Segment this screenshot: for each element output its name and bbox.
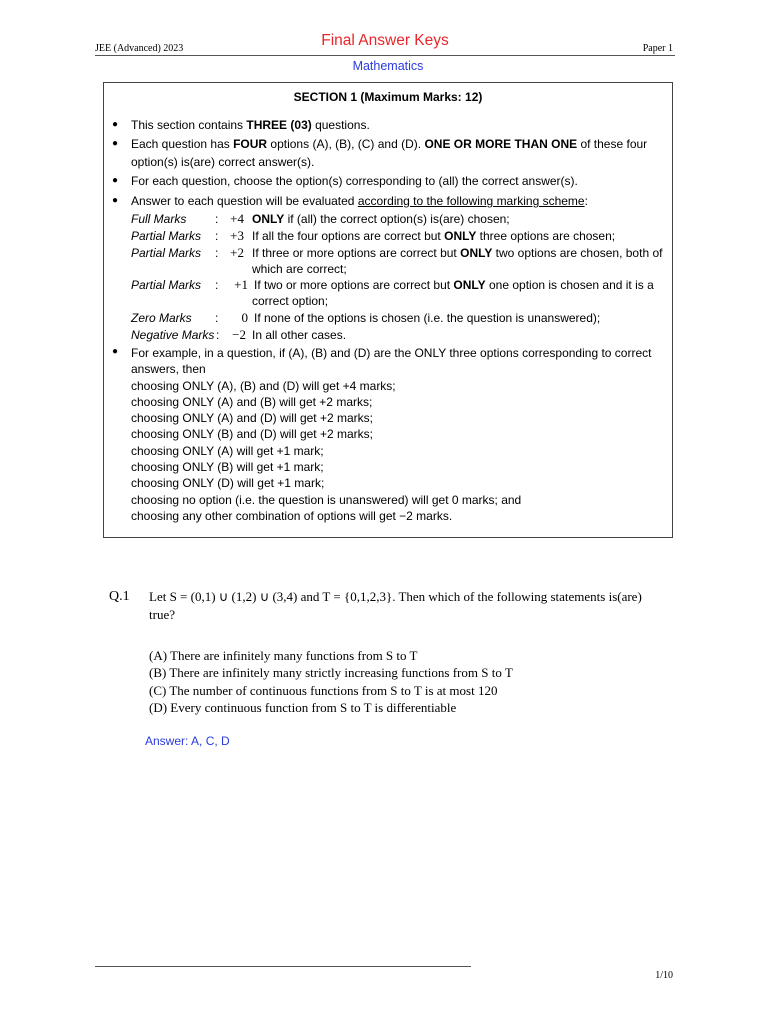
- answer-key: Answer: A, C, D: [145, 734, 230, 748]
- marking-description: ONLY if (all) the correct option(s) is(are) chosen;: [252, 212, 510, 226]
- marking-value: +3: [230, 228, 244, 243]
- bullet-2-cont: option(s) is(are) correct answer(s).: [131, 155, 315, 169]
- bullet-dot: ●: [112, 346, 119, 357]
- header-paper: Paper 1: [642, 43, 673, 54]
- marking-colon: :: [215, 311, 219, 325]
- question-text-cont: true?: [149, 607, 175, 622]
- option-c: (C) The number of continuous functions from S to T is at most 120: [149, 683, 498, 698]
- marking-colon: :: [215, 212, 219, 226]
- example-line: choosing ONLY (D) will get +1 mark;: [131, 476, 325, 491]
- example-line: choosing ONLY (A) will get +1 mark;: [131, 443, 324, 458]
- marking-label: Full Marks: [131, 212, 187, 226]
- bullet-dot: ●: [112, 175, 119, 186]
- example-line: choosing ONLY (A), (B) and (D) will get +4 marks;: [131, 378, 396, 393]
- example-line: choosing any other combination of options will get −2 marks.: [131, 508, 453, 523]
- example-line: For example, in a question, if (A), (B) and (D) are the ONLY three options corresponding to correct: [131, 346, 652, 360]
- bullet-2: Each question has FOUR options (A), (B), (C) and (D). ONE OR MORE THAN ONE of these four: [131, 137, 648, 151]
- example-line: choosing ONLY (B) will get +1 mark;: [131, 460, 324, 475]
- subject-title: Mathematics: [352, 59, 424, 73]
- marking-value: +2: [230, 245, 244, 260]
- marking-description: If three or more options are correct but ONLY two options are chosen, both of: [252, 246, 663, 260]
- marking-value: +4: [230, 211, 244, 226]
- marking-colon: :: [215, 278, 219, 292]
- marking-description-cont: correct option;: [252, 294, 329, 308]
- marking-description: If all the four options are correct but ONLY three options are chosen;: [252, 229, 616, 243]
- section-title: SECTION 1 (Maximum Marks: 12): [293, 90, 483, 104]
- footer-rule: [95, 966, 471, 967]
- question-number: Q.1: [109, 589, 130, 604]
- example-line: choosing ONLY (B) and (D) will get +2 marks;: [131, 427, 373, 442]
- marking-description-cont: which are correct;: [252, 262, 347, 276]
- bullet-4: Answer to each question will be evaluated according to the following marking scheme:: [131, 194, 588, 208]
- marking-value: 0: [241, 310, 248, 325]
- marking-label: Partial Marks: [131, 246, 202, 260]
- option-d: (D) Every continuous function from S to T is differentiable: [149, 700, 457, 715]
- marking-colon: :: [215, 229, 219, 243]
- marking-label: Negative Marks: [131, 328, 215, 342]
- marking-colon: :: [215, 246, 219, 260]
- instructions-box: [103, 82, 673, 538]
- option-a: (A) There are infinitely many functions from S to T: [149, 648, 418, 663]
- marking-label: Zero Marks: [131, 311, 192, 325]
- marking-description: If none of the options is chosen (i.e. the question is unanswered);: [254, 311, 601, 325]
- marking-colon: :: [216, 328, 220, 342]
- example-line: choosing no option (i.e. the question is unanswered) will get 0 marks; and: [131, 492, 522, 507]
- question-text: Let S = (0,1) ∪ (1,2) ∪ (3,4) and T = {0,1,2,3}. Then which of the following statements is(are): [149, 589, 642, 604]
- example-block: [131, 345, 651, 524]
- header-exam: JEE (Advanced) 2023: [95, 43, 184, 54]
- bullet-dot: ●: [112, 138, 119, 149]
- option-b: (B) There are infinitely many strictly increasing functions from S to T: [149, 665, 513, 680]
- marking-label: Partial Marks: [131, 278, 202, 292]
- example-line: answers, then: [131, 362, 206, 377]
- bullet-dot: ●: [112, 195, 119, 206]
- marking-value: −2: [232, 327, 246, 342]
- example-line: choosing ONLY (A) and (D) will get +2 marks;: [131, 411, 373, 426]
- bullet-3: For each question, choose the option(s) corresponding to (all) the correct answer(s).: [131, 174, 578, 188]
- example-line: choosing ONLY (A) and (B) will get +2 marks;: [131, 394, 373, 409]
- marking-label: Partial Marks: [131, 229, 202, 243]
- marking-description: In all other cases.: [252, 328, 347, 342]
- marking-description: If two or more options are correct but ONLY one option is chosen and it is a: [254, 278, 654, 292]
- header-title: Final Answer Keys: [321, 32, 449, 49]
- header-rule: [95, 55, 675, 56]
- page-number: 1/10: [655, 970, 673, 981]
- bullet-1: This section contains THREE (03) questions.: [131, 118, 370, 132]
- marking-value: +1: [234, 277, 248, 292]
- bullet-dot: ●: [112, 119, 119, 130]
